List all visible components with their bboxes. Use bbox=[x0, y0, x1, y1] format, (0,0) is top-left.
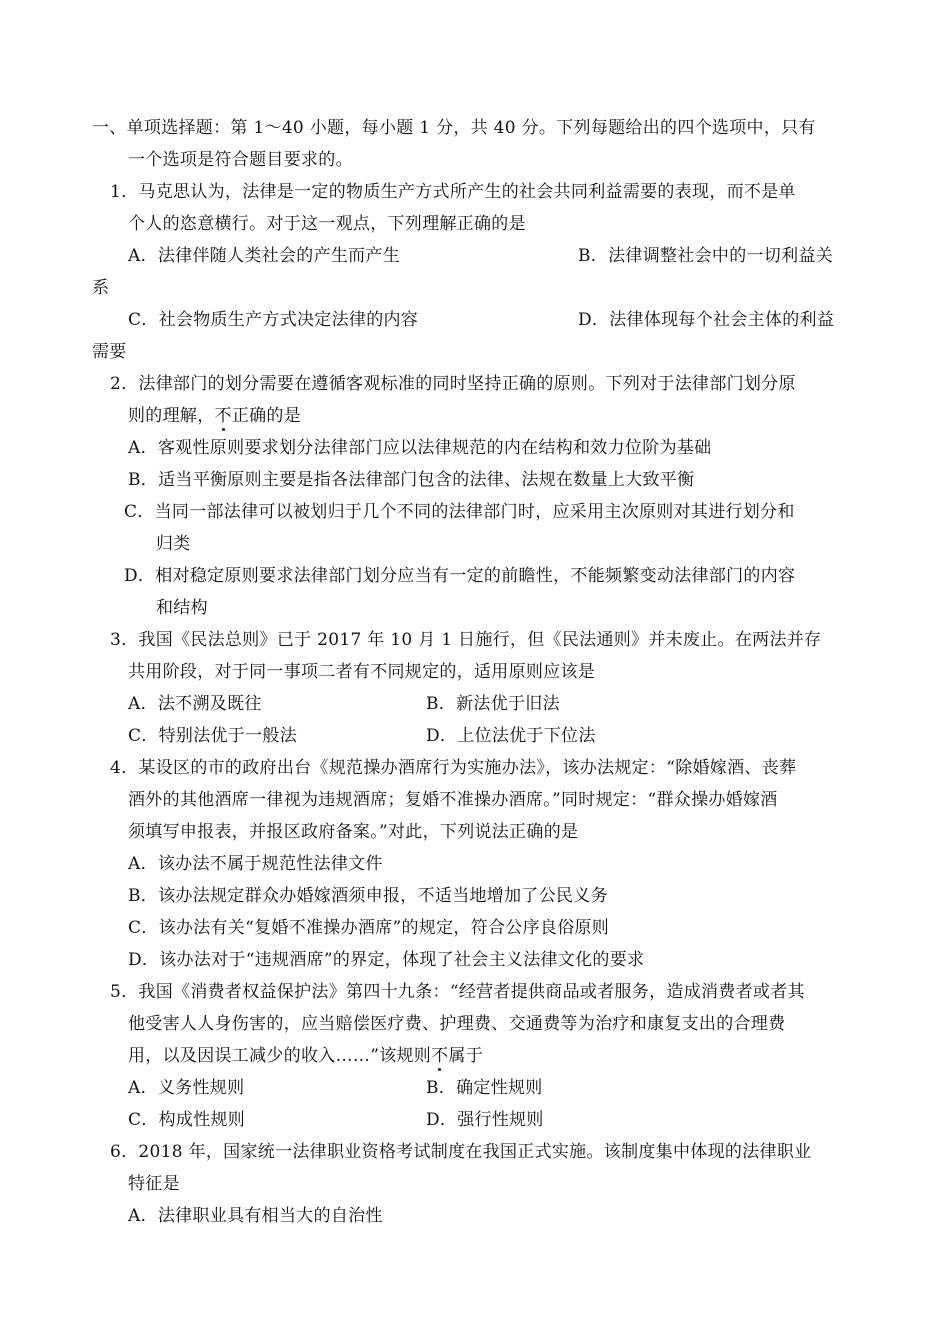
q6-option-a: A．法律职业具有相当大的自治性 bbox=[128, 1206, 383, 1226]
q5-stem-pre: 用，以及因误工减少的收入……”该规则 bbox=[128, 1046, 432, 1066]
q1-stem-line-1: 1．马克思认为，法律是一定的物质生产方式所产生的社会共同利益需要的表现，而不是单 bbox=[110, 182, 796, 202]
q1-option-a: A．法律伴随人类社会的产生而产生 bbox=[128, 246, 401, 266]
q1-option-d: D．法律体现每个社会主体的利益 bbox=[578, 310, 835, 330]
q5-stem-post: 属于 bbox=[448, 1046, 484, 1066]
q4-option-c: C．该办法有关“复婚不准操办酒席”的规定，符合公序良俗原则 bbox=[128, 918, 610, 938]
q2-stem-line-1: 2．法律部门的划分需要在遵循客观标准的同时坚持正确的原则。下列对于法律部门划分原 bbox=[110, 374, 796, 394]
q6-stem-line-2: 特征是 bbox=[128, 1174, 180, 1194]
q2-option-c-line-2: 归类 bbox=[156, 534, 191, 554]
q2-emphasis-not: 不 bbox=[214, 406, 232, 426]
q3-option-b: B．新法优于旧法 bbox=[426, 694, 560, 714]
q5-stem-line-2: 他受害人人身伤害的，应当赔偿医疗费、护理费、交通费等为治疗和康复支出的合理费 bbox=[128, 1014, 786, 1034]
q4-option-d: D．该办法对于“违规酒席”的界定，体现了社会主义法律文化的要求 bbox=[128, 950, 645, 970]
q4-option-a: A．该办法不属于规范性法律文件 bbox=[128, 854, 383, 874]
q4-stem-line-3: 须填写申报表，并报区政府备案。”对此，下列说法正确的是 bbox=[128, 822, 579, 842]
q2-stem-post: 正确的是 bbox=[231, 406, 302, 426]
q1-option-c: C．社会物质生产方式决定法律的内容 bbox=[128, 310, 419, 330]
q3-stem-line-1: 3．我国《民法总则》已于 2017 年 10 月 1 日施行，但《民法通则》并未废止。在两法并存 bbox=[110, 630, 822, 650]
q2-option-d-line-1: D．相对稳定原则要求法律部门划分应当有一定的前瞻性，不能频繁变动法律部门的内容 bbox=[124, 566, 796, 586]
q2-option-a: A．客观性原则要求划分法律部门应以法律规范的内在结构和效力位阶为基础 bbox=[128, 438, 712, 458]
q5-stem-line-1: 5．我国《消费者权益保护法》第四十九条：“经营者提供商品或者服务，造成消费者或者其 bbox=[110, 982, 805, 1002]
section-instruction-line-2: 一个选项是符合题目要求的。 bbox=[128, 150, 353, 170]
q4-stem-line-1: 4．某设区的市的政府出台《规范操办酒席行为实施办法》，该办法规定：“除婚嫁酒、丧葬 bbox=[110, 758, 797, 778]
q5-stem-line-3 bbox=[128, 1045, 483, 1067]
q3-option-a: A．法不溯及既往 bbox=[128, 694, 262, 714]
q6-stem-line-1: 6．2018 年，国家统一法律职业资格考试制度在我国正式实施。该制度集中体现的法律职业 bbox=[110, 1142, 812, 1162]
section-instruction-line-1: 一、单项选择题：第 1～40 小题，每小题 1 分，共 40 分。下列每题给出的四个选项中，只有 bbox=[92, 118, 816, 138]
q2-stem-line-2 bbox=[128, 405, 301, 427]
q5-option-d: D．强行性规则 bbox=[426, 1110, 544, 1130]
q3-option-d: D．上位法优于下位法 bbox=[426, 726, 596, 746]
q2-option-d-line-2: 和结构 bbox=[156, 598, 208, 618]
q1-stem-line-2: 个人的恣意横行。对于这一观点，下列理解正确的是 bbox=[128, 214, 526, 234]
q1-option-b: B．法律调整社会中的一切利益关 bbox=[578, 246, 833, 266]
q2-option-c-line-1: C．当同一部法律可以被划归于几个不同的法律部门时，应采用主次原则对其进行划分和 bbox=[124, 502, 795, 522]
q4-option-b: B．该办法规定群众办婚嫁酒须申报，不适当地增加了公民义务 bbox=[128, 886, 608, 906]
q5-option-a: A．义务性规则 bbox=[128, 1078, 245, 1098]
q2-option-b: B．适当平衡原则主要是指各法律部门包含的法律、法规在数量上大致平衡 bbox=[128, 470, 695, 490]
q1-option-b-continued: 系 bbox=[92, 278, 110, 298]
q3-stem-line-2: 共用阶段，对于同一事项二者有不同规定的，适用原则应该是 bbox=[128, 662, 596, 682]
q5-option-b: B．确定性规则 bbox=[426, 1078, 543, 1098]
q5-option-c: C．构成性规则 bbox=[128, 1110, 246, 1130]
q4-stem-line-2: 酒外的其他酒席一律视为违规酒席；复婚不准操办酒席。”同时规定：“群众操办婚嫁酒 bbox=[128, 790, 778, 810]
q5-emphasis-not: 不 bbox=[431, 1046, 449, 1066]
q1-option-d-continued: 需要 bbox=[92, 342, 127, 362]
q3-option-c: C．特别法优于一般法 bbox=[128, 726, 298, 746]
q2-stem-pre: 则的理解， bbox=[128, 406, 215, 426]
